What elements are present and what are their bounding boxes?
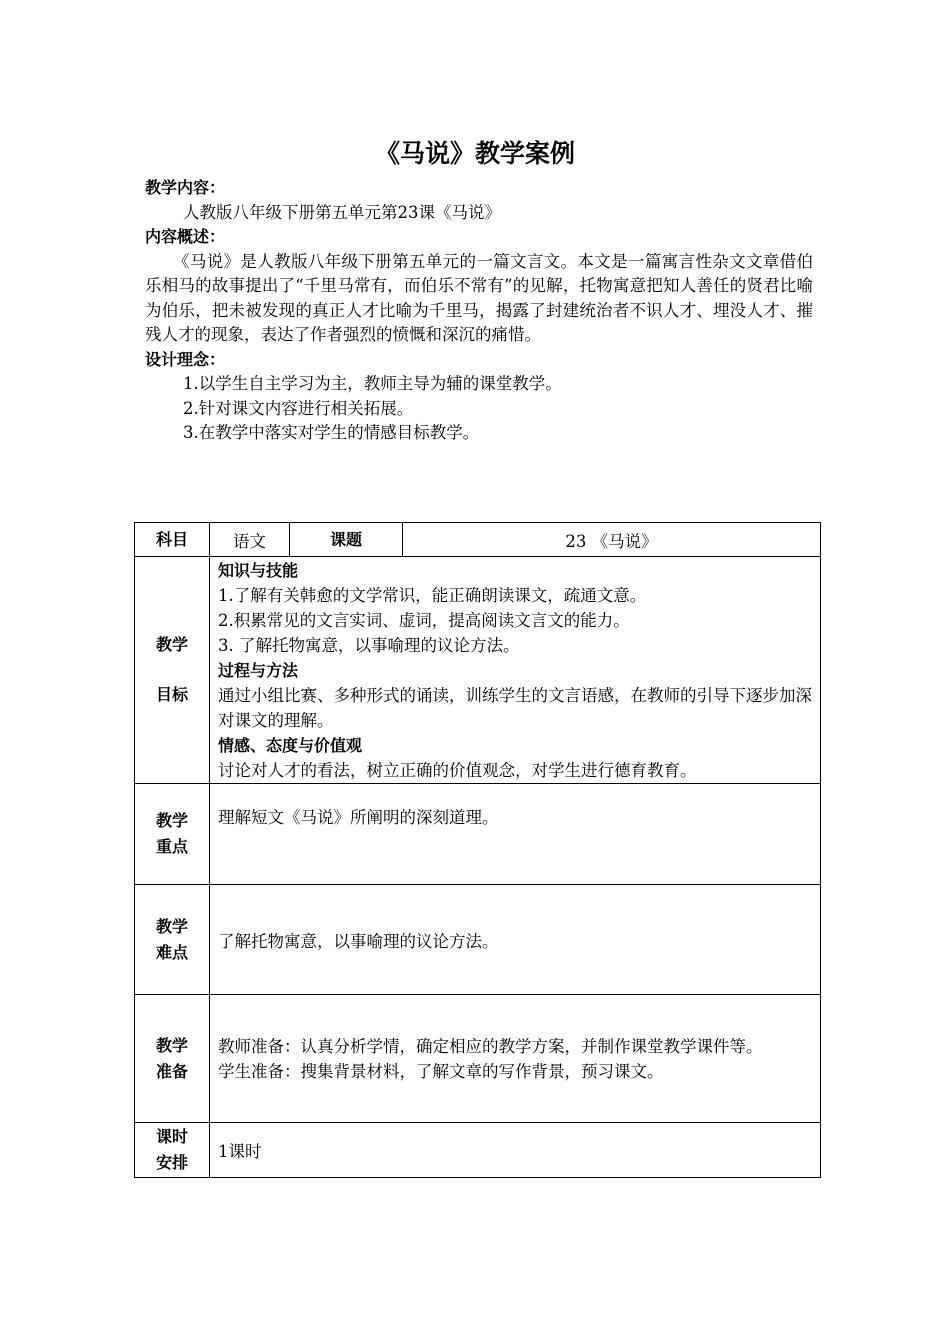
difficulty-label-line: 教学	[155, 916, 188, 936]
topic-label: 课题	[290, 523, 403, 557]
prep-content	[210, 995, 821, 1123]
process-text: 通过小组比赛、多种形式的诵读，训练学生的文言语感，在教师的引导下逐步加深对课文的理解。	[218, 685, 812, 730]
concept-item: 1.以学生自主学习为主，教师主导为辅的课堂教学。	[183, 374, 562, 393]
lesson-plan-table	[134, 522, 821, 1178]
content-text: 人教版八年级下册第五单元第23课《马说》	[183, 202, 501, 222]
concept-item: 3.在教学中落实对学生的情感目标教学。	[183, 423, 480, 442]
goals-content	[210, 557, 821, 784]
table-row-difficulty	[135, 885, 821, 995]
schedule-label-line: 安排	[155, 1153, 188, 1172]
table-row-subject	[135, 523, 821, 557]
schedule-text: 1课时	[210, 1123, 821, 1178]
subject-label: 科目	[135, 523, 210, 557]
prep-teacher: 教师准备：认真分析学情，确定相应的教学方案，并制作课堂教学课件等。	[218, 1036, 763, 1056]
prep-label-line: 教学	[155, 1035, 188, 1055]
overview-text: 《马说》是人教版八年级下册第五单元的一篇文言文。本文是一篇寓言性杂文文章借伯乐相马的故事提出了“千里马常有，而伯乐不常有”的见解，托物寓意把知人善任的贤君比喻为伯乐，把未被发现的真正人才比喻为千里马，揭露了封建统治者不识人才、埋没人才、摧残人才的现象，表达了作者强烈的愤慨和深沉的痛惜。	[145, 251, 813, 344]
subject-value: 语文	[210, 523, 290, 557]
goals-label-line: 目标	[155, 685, 188, 704]
key-label-line: 教学	[155, 811, 188, 830]
knowledge-heading: 知识与技能	[218, 560, 299, 580]
goals-label-line: 教学	[155, 635, 188, 654]
prep-label-line: 准备	[155, 1061, 188, 1081]
prep-label	[135, 995, 210, 1123]
schedule-label-line: 课时	[155, 1127, 188, 1146]
table-row-preparation	[135, 995, 821, 1123]
intro-section	[145, 176, 813, 446]
table-row-key	[135, 784, 821, 885]
content-heading: 教学内容：	[145, 178, 226, 197]
process-heading: 过程与方法	[218, 660, 299, 680]
key-label-line: 重点	[155, 837, 188, 856]
knowledge-item: 2.积累常见的文言实词、虚词，提高阅读文言文的能力。	[218, 610, 630, 630]
emotion-text: 讨论对人才的看法，树立正确的价值观念，对学生进行德育教育。	[218, 760, 697, 780]
goals-label	[135, 557, 210, 784]
knowledge-item: 3. 了解托物寓意，以事喻理的议论方法。	[218, 635, 520, 655]
page-title: 《马说》教学案例	[374, 139, 575, 168]
concept-item: 2.针对课文内容进行相关拓展。	[183, 398, 414, 418]
knowledge-item: 1.了解有关韩愈的文学常识，能正确朗读课文，疏通文意。	[218, 585, 647, 605]
key-label	[135, 784, 210, 885]
concept-heading: 设计理念：	[145, 349, 226, 369]
schedule-label	[135, 1123, 210, 1178]
emotion-heading: 情感、态度与价值观	[218, 735, 363, 755]
difficulty-label	[135, 885, 210, 995]
prep-student: 学生准备：搜集背景材料，了解文章的写作背景，预习课文。	[218, 1061, 664, 1081]
difficulty-text: 了解托物寓意，以事喻理的议论方法。	[210, 885, 821, 995]
overview-heading: 内容概述：	[145, 227, 226, 246]
table-row-goals	[135, 557, 821, 784]
key-text: 理解短文《马说》所阐明的深刻道理。	[210, 784, 821, 885]
difficulty-label-line: 难点	[155, 942, 188, 962]
table-row-schedule	[135, 1123, 821, 1178]
topic-value: 23 《马说》	[403, 523, 821, 557]
